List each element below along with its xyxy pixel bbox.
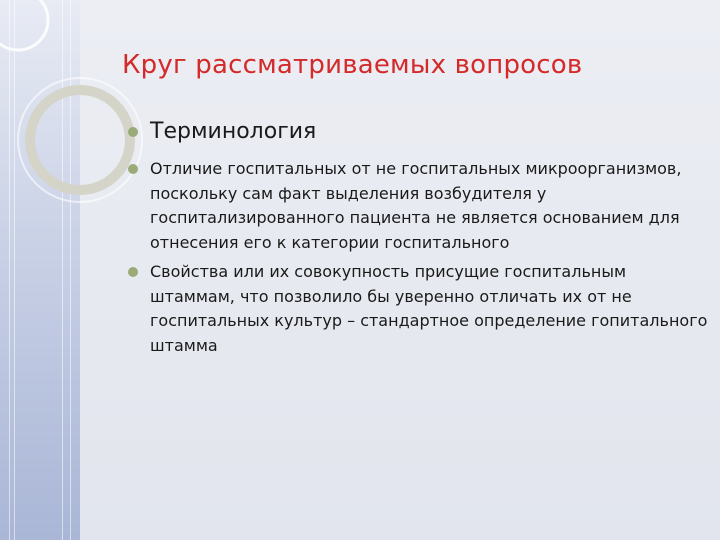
- large-beige-ring: [30, 90, 130, 190]
- bullet-item-properties: [128, 260, 708, 358]
- slide-title: Круг рассматриваемых вопросов: [122, 50, 583, 80]
- small-white-ring: [0, 0, 48, 50]
- bullet-item-terminology: [128, 117, 708, 147]
- bullet-text: Терминология: [150, 119, 317, 144]
- bullet-text: Отличие госпитальных от не госпитальных микроорганизмов, поскольку сам факт выделения возбудителя у госпитализированного пациента не является основанием для отнесения его к категории госпитального: [150, 159, 682, 252]
- bullet-text: Свойства или их совокупность присущие госпитальным штаммам, что позволило бы уверенно отличать их от не госпитальных культур – стандартное определение гопитального штамма: [150, 262, 708, 355]
- bullet-dot-icon: [128, 164, 138, 174]
- bullet-dot-icon: [128, 127, 138, 137]
- bullet-list: [128, 117, 708, 363]
- bullet-dot-icon: [128, 267, 138, 277]
- outer-white-ring: [18, 78, 142, 202]
- bullet-item-difference: [128, 157, 708, 255]
